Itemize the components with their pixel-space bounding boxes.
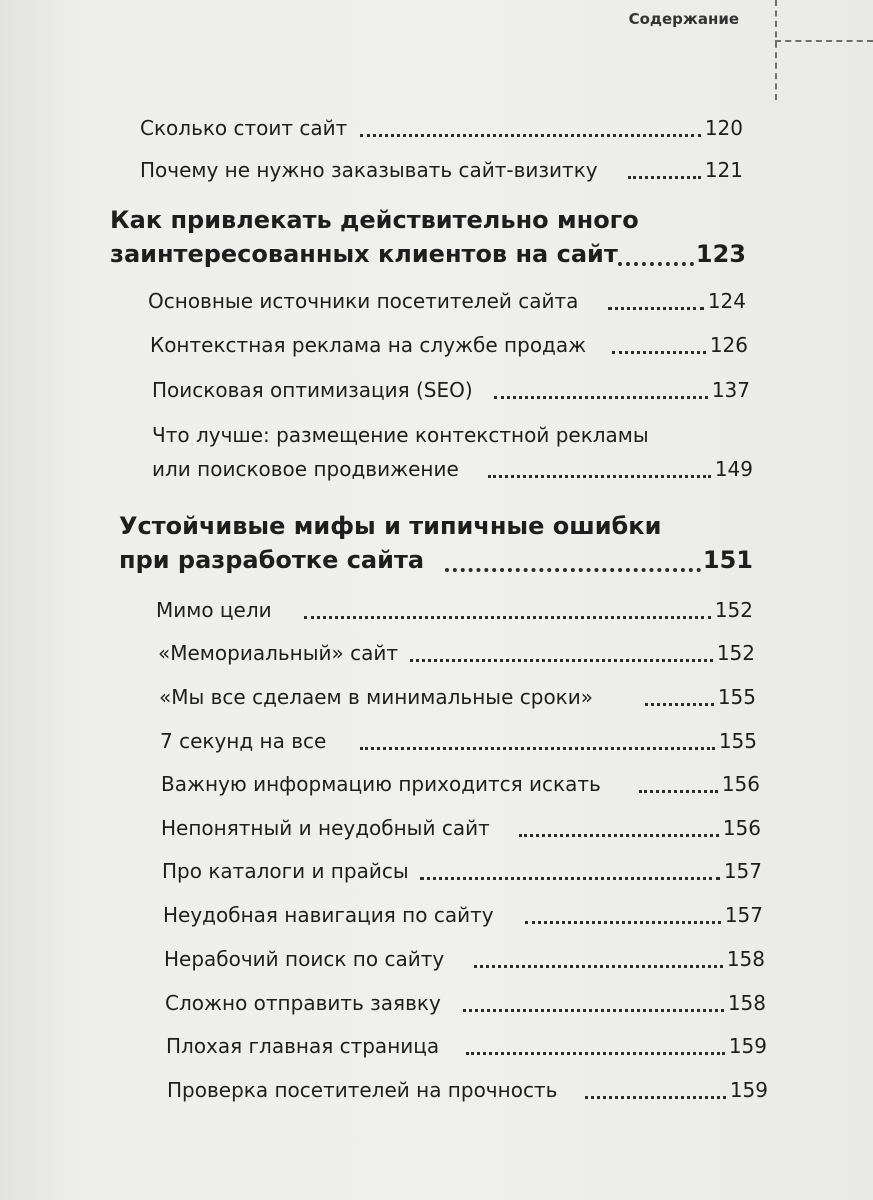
toc-entry	[166, 1033, 767, 1059]
toc-page-number: 157	[723, 859, 762, 883]
toc-leader-dots	[466, 1052, 725, 1055]
toc-entry-title-line: Что лучше: размещение контекстной рекламы	[152, 423, 649, 447]
toc-entry	[140, 157, 743, 183]
toc-entry-title: Неудобная навигация по сайту	[163, 903, 494, 927]
toc-entry-title: заинтересованных клиентов на сайт	[110, 240, 618, 268]
toc-leader-dots	[525, 921, 721, 924]
toc-entry	[140, 115, 743, 141]
toc-entry-title: Почему не нужно заказывать сайт-визитку	[140, 158, 598, 182]
toc-page-number: 124	[707, 289, 746, 313]
toc-entry-title: Про каталоги и прайсы	[162, 859, 409, 883]
toc-entry	[158, 640, 755, 666]
toc-leader-dots	[360, 134, 701, 137]
toc-page-number: 156	[721, 772, 760, 796]
toc-page-number: 156	[722, 816, 761, 840]
toc-page-number: 152	[716, 641, 755, 665]
running-header: Содержание	[628, 10, 739, 28]
toc-leader-dots	[410, 659, 713, 662]
toc-entry-title: Важную информацию приходится искать	[161, 772, 601, 796]
toc-entry	[161, 771, 760, 797]
toc-page-number: 151	[702, 546, 753, 574]
toc-chapter-title-line: Как привлекать действительно много	[110, 206, 639, 234]
toc-leader-dots	[474, 965, 723, 968]
toc-entry	[160, 728, 757, 754]
toc-entry-title: или поисковое продвижение	[152, 457, 459, 481]
toc-entry-title: Основные источники посетителей сайта	[148, 289, 579, 313]
toc-page-number: 137	[711, 378, 750, 402]
toc-leader-dots	[463, 1009, 724, 1012]
toc-page-number: 155	[718, 729, 757, 753]
toc-entry	[161, 815, 761, 841]
toc-leader-dots	[420, 877, 720, 880]
toc-leader-dots	[612, 351, 706, 354]
toc-leader-dots	[488, 475, 711, 478]
toc-entry-title: Поисковая оптимизация (SEO)	[152, 378, 473, 402]
toc-leader-dots	[639, 790, 718, 793]
toc-chapter-entry	[110, 238, 746, 270]
toc-entry	[150, 332, 748, 358]
toc-leader-dots	[628, 176, 701, 179]
toc-leader-dots	[608, 307, 704, 310]
header-divider	[775, 40, 873, 42]
toc-entry	[162, 858, 762, 884]
toc-entry-title: «Мемориальный» сайт	[158, 641, 398, 665]
toc-leader-dots	[304, 616, 711, 619]
toc-page-number: 123	[695, 240, 746, 268]
toc-entry-title: Сколько стоит сайт	[140, 116, 348, 140]
toc-entry-title: Контекстная реклама на службе продаж	[150, 333, 587, 357]
toc-page-number: 158	[727, 991, 766, 1015]
toc-page-number: 149	[714, 457, 753, 481]
toc-entry	[159, 684, 756, 710]
toc-page-number: 159	[728, 1034, 767, 1058]
toc-leader-dots	[494, 396, 708, 399]
toc-leader-dots	[360, 747, 715, 750]
toc-entry-title: Мимо цели	[156, 598, 272, 622]
toc-chapter-title-line: Устойчивые мифы и типичные ошибки	[119, 512, 662, 540]
toc-leader-dots	[445, 568, 701, 572]
toc-entry-title: Нерабочий поиск по сайту	[164, 947, 445, 971]
toc-page-number: 155	[717, 685, 756, 709]
toc-entry-title: Проверка посетителей на прочность	[167, 1078, 558, 1102]
toc-entry	[165, 990, 766, 1016]
toc-entry-title: «Мы все сделаем в минимальные сроки»	[159, 685, 593, 709]
toc-page-number: 152	[714, 598, 753, 622]
toc-page-number: 157	[724, 903, 763, 927]
toc-leader-dots	[585, 1096, 726, 1099]
toc-entry-title: Непонятный и неудобный сайт	[161, 816, 490, 840]
toc-entry	[148, 288, 746, 314]
toc-entry	[167, 1077, 768, 1103]
toc-leader-dots	[645, 703, 714, 706]
toc-entry-title: Плохая главная страница	[166, 1034, 440, 1058]
toc-entry-title: Сложно отправить заявку	[165, 991, 441, 1015]
toc-leader-dots	[519, 834, 719, 837]
toc-entry-title: 7 секунд на все	[160, 729, 327, 753]
toc-page-number: 120	[704, 116, 743, 140]
toc-entry	[152, 456, 753, 482]
toc-page-number: 126	[709, 333, 748, 357]
toc-entry	[163, 902, 763, 928]
toc-entry	[164, 946, 765, 972]
toc-chapter-entry	[119, 544, 753, 576]
toc-page-number: 158	[726, 947, 765, 971]
toc-entry-title: при разработке сайта	[119, 546, 425, 574]
toc-leader-dots	[618, 262, 694, 266]
toc-page-number: 159	[729, 1078, 768, 1102]
header-vertical-divider	[775, 0, 777, 100]
toc-entry	[152, 377, 750, 403]
toc-entry	[156, 597, 753, 623]
toc-page-number: 121	[704, 158, 743, 182]
